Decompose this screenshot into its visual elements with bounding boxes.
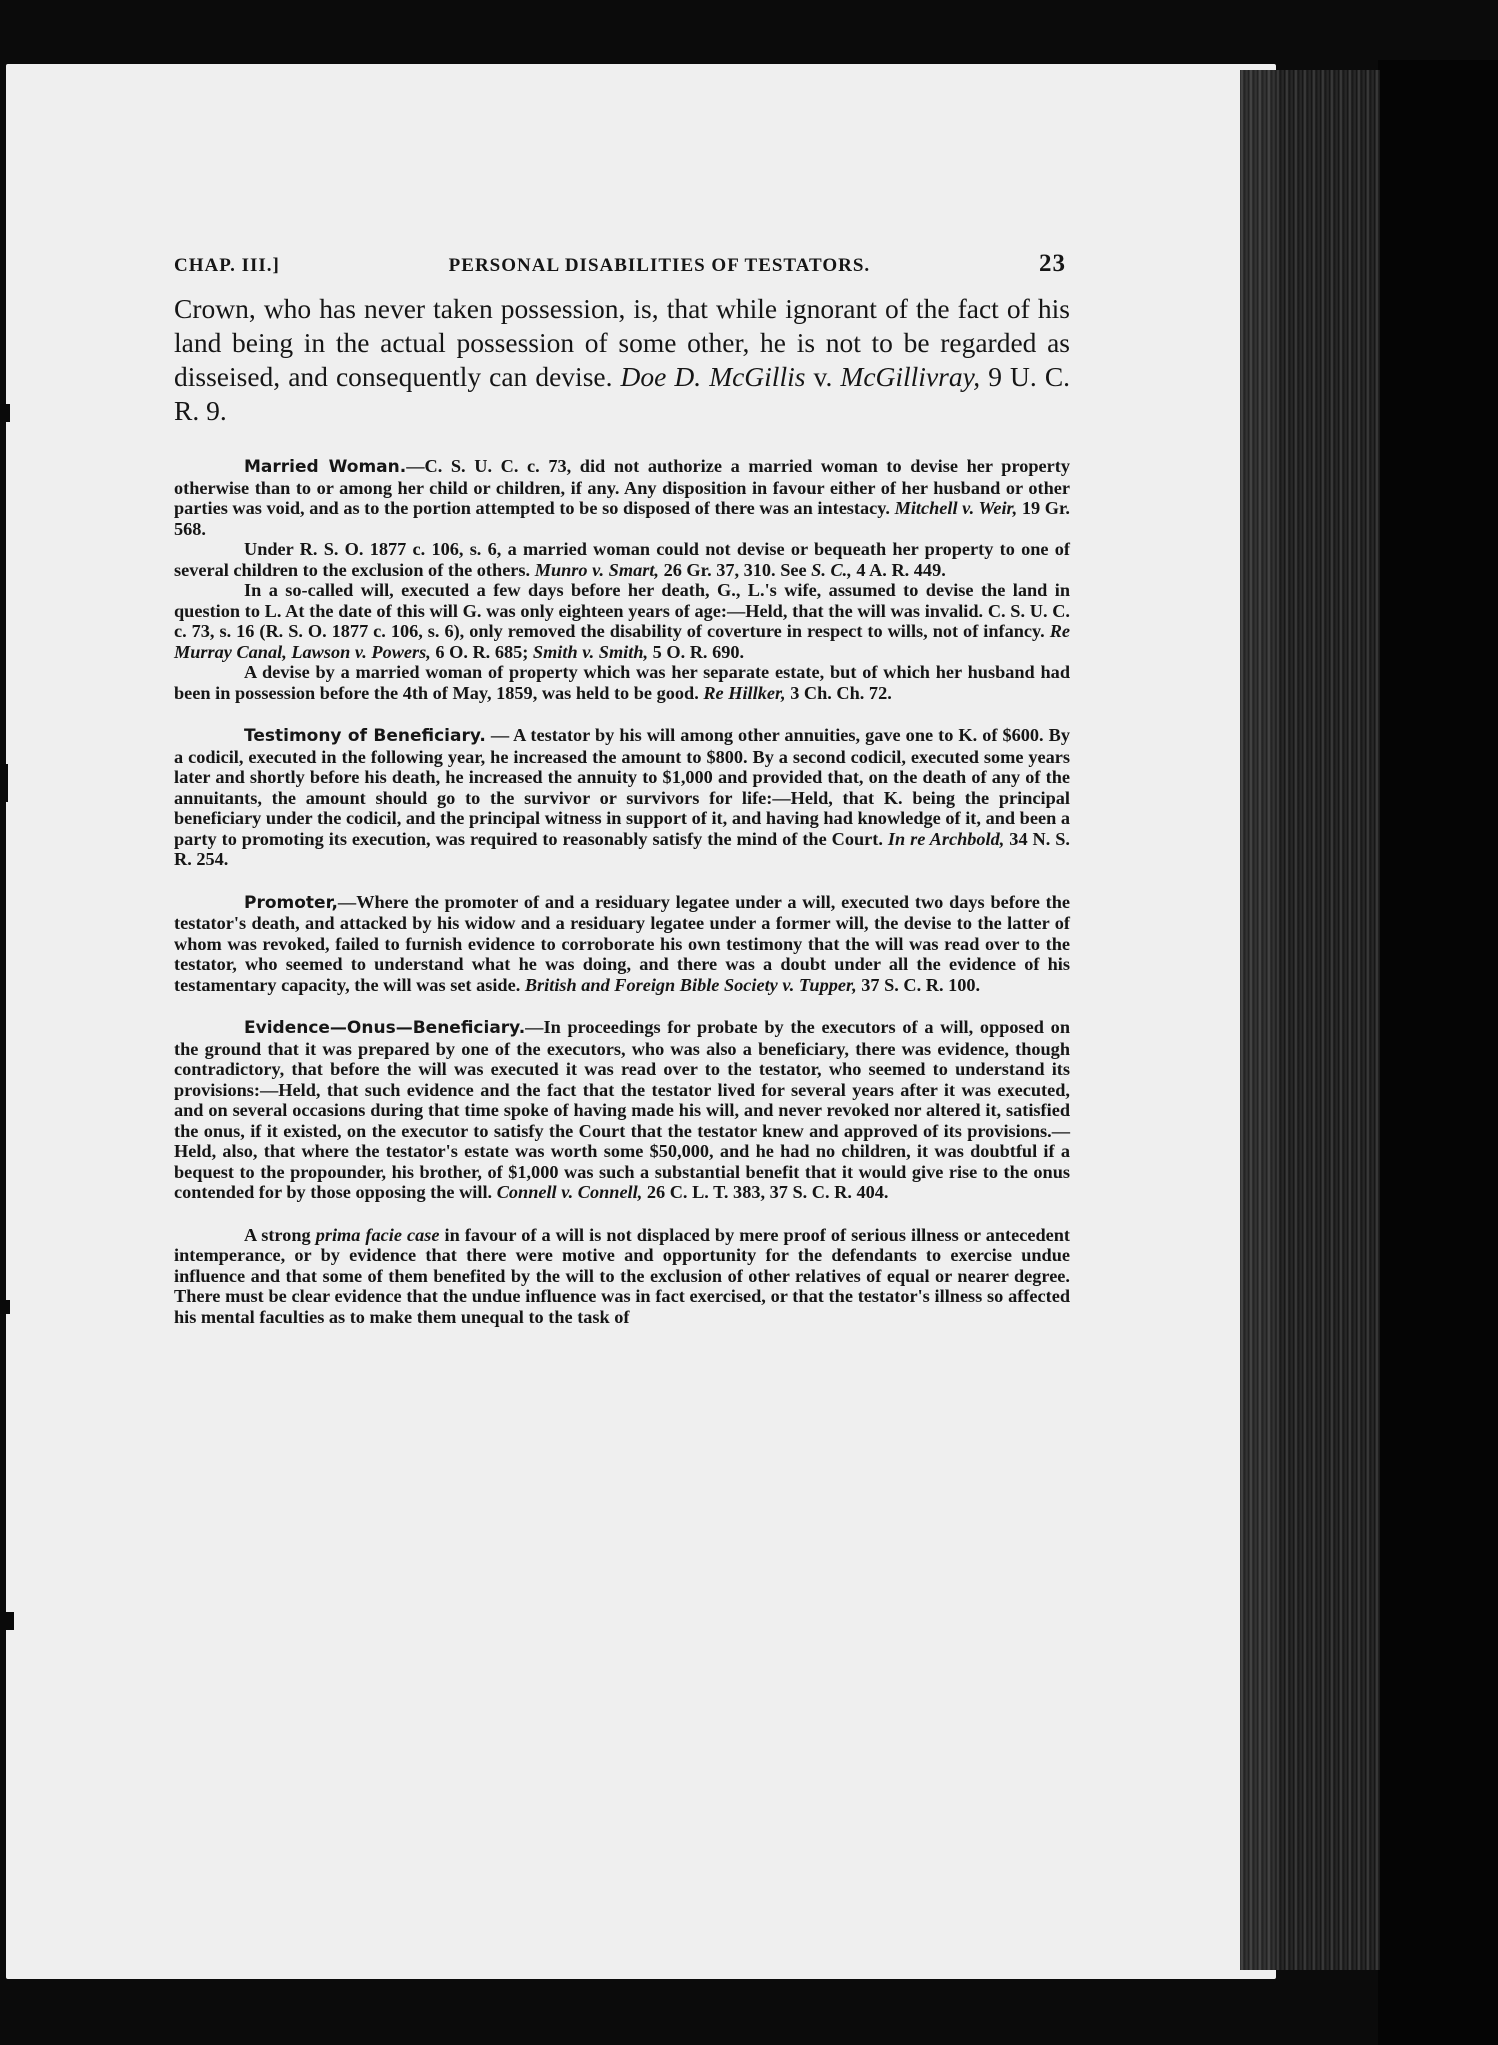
scan-margin-mark	[0, 1300, 10, 1314]
section-heading: Married Woman.	[244, 457, 407, 477]
running-title: PERSONAL DISABILITIES OF TESTATORS.	[448, 255, 871, 276]
section-heading: Evidence—Onus—Beneficiary.	[244, 1018, 526, 1038]
scan-margin-mark	[0, 1612, 14, 1630]
intro-paragraph: Crown, who has never taken possession, is, that while ignorant of the fact of his land being in the actual possession of some other, he is not to be regarded as disseised, and consequently can devise. Doe D. McGillis v. McGillivray, 9 U. C. R. 9.	[174, 293, 1071, 426]
page-content	[174, 250, 1070, 1327]
testimony-paragraph: Testimony of Beneficiary. — A testator by his will among other annuities, gave one to K. of $600. By a codicil, executed in the following year, he increased the amount to $800. By a second codicil, executed some years later and shortly before his death, he increased the annuity to $1,000 and provided that, on the death of any of the annuitants, the amount should go to the survivor or survivors for life:—Held, that K. being the principal beneficiary under the codicil, and the principal witness in support of it, and having had knowledge of it, and been a party to promoting its execution, was required to reasonably satisfy the mind of the Court. In re Archbold, 34 N. S. R. 254.	[174, 725, 1071, 869]
case-name: McGillivray,	[840, 361, 981, 392]
married-woman-paragraph: In a so-called will, executed a few days before her death, G., L.'s wife, assumed to devise the land in question to L. At the date of this will G. was only eighteen years of age:—Held, that the will was invalid. C. S. U. C. c. 73, s. 16 (R. S. O. 1877 c. 106, s. 6), only removed the disability of coverture in respect to wills, not of infancy. Re Murray Canal, Lawson v. Powers, 6 O. R. 685; Smith v. Smith, 5 O. R. 690.	[174, 580, 1070, 662]
married-woman-paragraph: A devise by a married woman of property which was her separate estate, but of which her husband had been in possession before the 4th of May, 1859, was held to be good. Re Hillker, 3 Ch. Ch. 72.	[174, 662, 1070, 703]
section-heading: Testimony of Beneficiary.	[244, 726, 486, 746]
section-heading: Promoter,	[244, 892, 338, 913]
page-edges	[1240, 70, 1380, 1970]
page-number: 23	[1038, 250, 1066, 277]
strong-case-paragraph: A strong prima facie case in favour of a will is not displaced by mere proof of serious illness or antecedent intemperance, or by evidence that there were motive and opportunity for the defendants to exercise undue influence and that some of them benefited by the will to the exclusion of other relatives of equal or nearer degree. There must be clear evidence that the undue influence was in fact exercised, or that the testator's illness so affected his mental faculties as to make them unequal to the task of	[174, 1224, 1070, 1327]
scan-margin-mark	[0, 764, 8, 802]
book-spine-shadow	[1378, 60, 1498, 2045]
married-woman-paragraph: Married Woman.—C. S. U. C. c. 73, did not authorize a married woman to devise her property otherwise than to or among her child or children, if any. Any disposition in favour either of her husband or other parties was void, and as to the portion attempted to be so disposed of there was an intestacy. Mitchell v. Weir, 19 Gr. 568.	[174, 456, 1070, 539]
promoter-paragraph: Promoter,—Where the promoter of and a residuary legatee under a will, executed two days before the testator's death, and attacked by his widow and a residuary legatee under a former will, the devise to the latter of whom was revoked, failed to furnish evidence to corroborate his own testimony that the will was read over to the testator, who seemed to understand what he was doing, and there was a doubt under all the evidence of his testamentary capacity, the will was set aside. British and Foreign Bible Society v. Tupper, 37 S. C. R. 100.	[174, 891, 1070, 995]
evidence-paragraph: Evidence—Onus—Beneficiary.—In proceedings for probate by the executors of a will, opposed on the ground that it was prepared by one of the executors, who was also a beneficiary, there was evidence, though contradictory, that before the will was executed it was read over to the testator, who seemed to understand its provisions:—Held, that such evidence and the fact that the testator lived for several years after it was executed, and on several occasions during that time spoke of having made his will, and never revoked nor altered it, satisfied the onus, if it existed, on the executor to satisfy the Court that the testator knew and approved of its provisions.—Held, also, that where the testator's estate was worth some $50,000, and he had no children, it was doubtful if a bequest to the propounder, his brother, of $1,000 was such a substantial benefit that it would give rise to the onus contended for by those opposing the will. Connell v. Connell, 26 C. L. T. 383, 37 S. C. R. 404.	[174, 1017, 1070, 1202]
scan-margin-mark	[0, 404, 10, 422]
married-woman-paragraph: Under R. S. O. 1877 c. 106, s. 6, a married woman could not devise or bequeath her property to one of several children to the exclusion of the others. Munro v. Smart, 26 Gr. 37, 310. See S. C., 4 A. R. 449.	[174, 539, 1070, 580]
chapter-label: CHAP. III.]	[174, 255, 280, 276]
running-header	[174, 250, 1070, 278]
case-name: Doe D. McGillis	[620, 361, 806, 392]
citation: 9 U. C. R. 9.	[174, 361, 1071, 426]
